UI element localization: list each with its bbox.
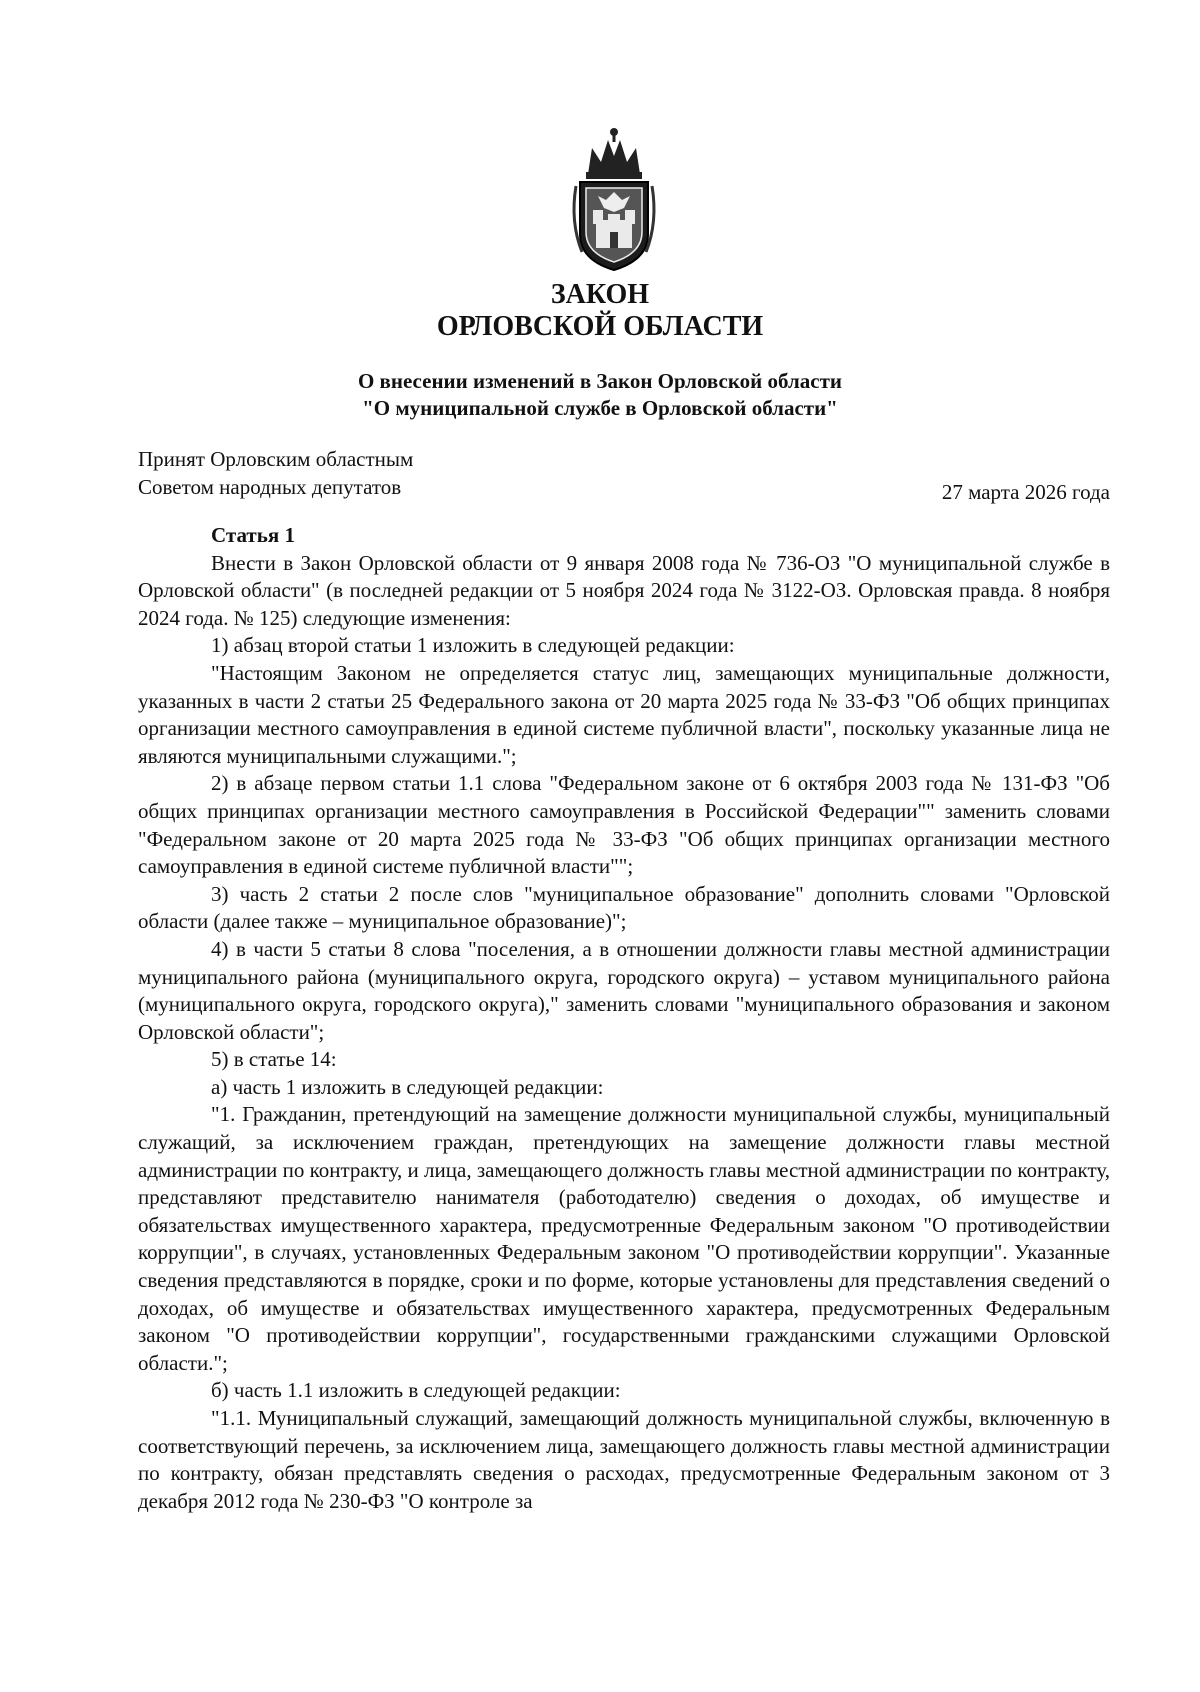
law-title: ЗАКОН xyxy=(550,279,650,310)
law-region: ОРЛОВСКОЙ ОБЛАСТИ xyxy=(436,311,764,342)
law-subject-line-1: О внесении изменений в Закон Орловской области xyxy=(357,369,843,393)
paragraph: а) часть 1 изложить в следующей редакции: xyxy=(211,1074,604,1099)
paragraph: 4) в части 5 статьи 8 слова "поселения, а в отношении должности главы местной администрации муниципального района (муниципального округа, городского округа) – уставом муниципального района (муниципального округа, городского округа)," заменить словами "муниципального образования и законом Орловской области"; xyxy=(138,936,1110,1044)
paragraph: 3) часть 2 статьи 2 после слов "муниципальное образование" дополнить словами "Орловской области (далее также – муниципальное образование)"; xyxy=(138,881,1110,934)
coat-of-arms-icon xyxy=(568,122,660,274)
paragraph: Внести в Закон Орловской области от 9 января 2008 года № 736-ОЗ "О муниципальной службе в Орловской области" (в последней редакции от 5 ноября 2024 года № 3122-ОЗ. Орловская правда. 8 ноября 2024 года. № 125) следующие изменения: xyxy=(138,550,1110,630)
article-heading: Статья 1 xyxy=(211,523,295,547)
law-subject-line-2: "О муниципальной службе в Орловской области" xyxy=(362,396,838,420)
paragraph: 5) в статье 14: xyxy=(211,1047,337,1072)
adoption-date: 27 марта 2026 года xyxy=(941,480,1110,504)
adoption-info xyxy=(138,445,413,501)
paragraph: 1) абзац второй статьи 1 изложить в следующей редакции: xyxy=(211,633,735,658)
paragraph: 2) в абзаце первом статьи 1.1 слова "Федеральном законе от 6 октября 2003 года № 131-ФЗ "Об общих принципах организации местного самоуправления в Российской Федерации"" заменить словами "Федеральном законе от 20 марта 2025 года № 33-ФЗ "Об общих принципах организации местного самоуправления в единой системе публичной власти""; xyxy=(138,771,1110,879)
paragraph: "1. Гражданин, претендующий на замещение должности муниципальной службы, муниципальный служащий, за исключением граждан, претендующих на замещение должности главы местной администрации по контракту, и лица, замещающего должность главы местной администрации по контракту, представляют представителю нанимателя (работодателю) сведения о доходах, об имуществе и обязательствах имущественного характера, предусмотренные Федеральным законом "О противодействии коррупции", в случаях, установленных Федеральным законом "О противодействии коррупции". Указанные сведения представляются в порядке, сроки и по форме, которые установлены для представления сведений о доходах, об имуществе и обязательствах имущественного характера, предусмотренных Федеральным законом "О противодействии коррупции", государственными гражданскими служащими Орловской области."; xyxy=(138,1102,1110,1375)
adoption-line-1: Принят Орловским областным xyxy=(138,447,414,471)
paragraph: "Настоящим Законом не определяется статус лиц, замещающих муниципальные должности, указанных в части 2 статьи 25 Федерального закона от 20 марта 2025 года № 33-ФЗ "Об общих принципах организации местного самоуправления в единой системе публичной власти", поскольку указанные лица не являются муниципальными служащими."; xyxy=(138,660,1110,768)
article-body xyxy=(138,522,1110,1515)
paragraph: б) часть 1.1 изложить в следующей редакции: xyxy=(211,1378,621,1403)
paragraph: "1.1. Муниципальный служащий, замещающий должность муниципальной службы, включенную в соответствующий перечень, за исключением лица, замещающего должность главы местной администрации по контракту, обязан представлять сведения о расходах, предусмотренные Федеральным законом от 3 декабря 2012 года № 230-ФЗ "О контроле за xyxy=(138,1406,1110,1513)
adoption-line-2: Советом народных депутатов xyxy=(138,475,402,499)
